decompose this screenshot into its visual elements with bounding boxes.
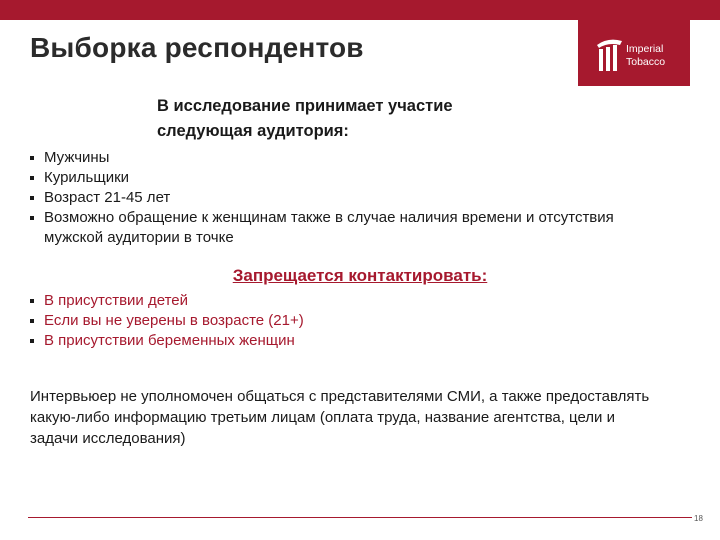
forbidden-heading: Запрещается контактировать:	[232, 266, 488, 285]
bullet-marker-icon	[30, 196, 34, 200]
bullet-marker-icon	[30, 339, 34, 343]
subtitle-line-2: следующая аудитория:	[157, 122, 349, 140]
page-number: 18	[694, 514, 703, 523]
list-item	[30, 331, 670, 351]
imperial-tobacco-logo	[578, 20, 690, 86]
list-item-text: Если вы не уверены в возрасте (21+)	[44, 312, 304, 329]
subtitle-line-1: В исследование принимает участие	[157, 97, 453, 115]
forbidden-list	[30, 291, 670, 351]
list-item-text: Возраст 21-45 лет	[44, 189, 171, 206]
list-item-text: Мужчины	[44, 149, 110, 166]
list-item-text: Возможно обращение к женщинам также в случае наличия времени и отсутствия мужской аудитории в точке	[44, 209, 614, 246]
footer-divider	[28, 517, 692, 518]
top-accent-bar	[0, 0, 720, 20]
list-item	[30, 208, 670, 248]
audience-list	[30, 148, 670, 248]
bullet-marker-icon	[30, 216, 34, 220]
list-item-text: В присутствии беременных женщин	[44, 332, 295, 349]
list-item	[30, 311, 670, 331]
logo-line-1: Imperial	[626, 43, 664, 55]
bullet-marker-icon	[30, 176, 34, 180]
list-item-text: В присутствии детей	[44, 292, 189, 309]
slide-subtitle	[157, 94, 453, 144]
list-item-text: Курильщики	[44, 169, 130, 186]
logo-wordmark	[626, 43, 665, 69]
logo-mark-icon	[594, 36, 624, 74]
list-item	[30, 168, 670, 188]
slide-title: Выборка респондентов	[30, 32, 364, 63]
logo-line-2: Tobacco	[626, 56, 666, 68]
bullet-marker-icon	[30, 299, 34, 303]
bullet-marker-icon	[30, 319, 34, 323]
list-item	[30, 291, 670, 311]
interviewer-note: Интервьюер не уполномочен общаться с представителями СМИ, а также предоставлять какую-либо информацию третьим лицам (оплата труда, название агентства, цели и задачи исследования)	[30, 388, 650, 447]
list-item	[30, 148, 670, 168]
list-item	[30, 188, 670, 208]
bullet-marker-icon	[30, 156, 34, 160]
